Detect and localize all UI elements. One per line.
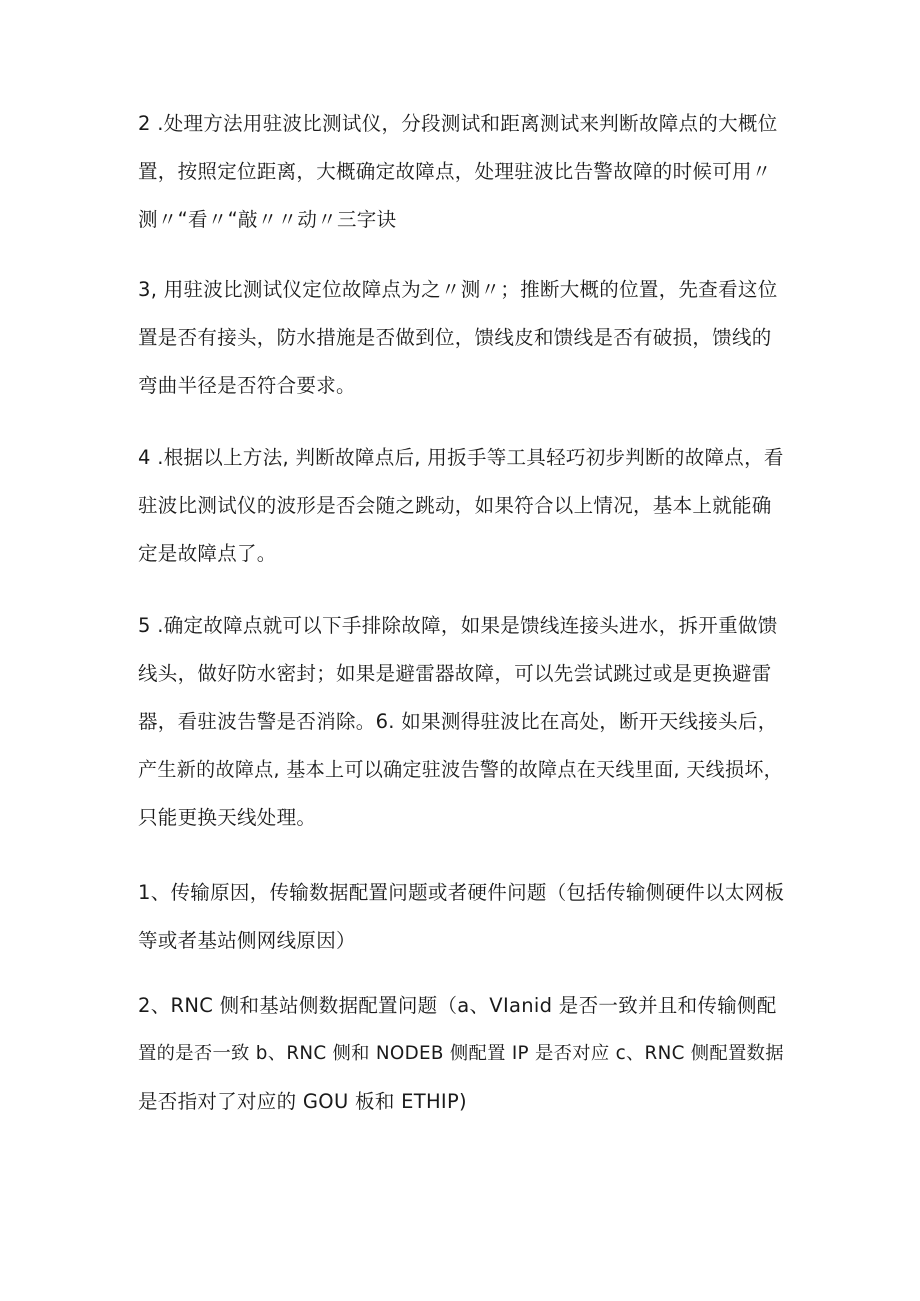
text-line: 定是故障点了。 [138, 542, 277, 565]
text-line: 线头，做好防水密封；如果是避雷器故障，可以先尝试跳过或是更换避雷 [138, 662, 772, 685]
paragraph-judge [138, 434, 790, 578]
text-line: 驻波比测试仪的波形是否会随之跳动，如果符合以上情况，基本上就能确 [138, 494, 772, 517]
text-line: 器，看驻波告警是否消除。6. 如果测得驻波比在高处，断开天线接头后， [138, 710, 778, 733]
text-line: 1、传输原因，传输数据配置问题或者硬件问题（包括传输侧硬件以太网板 [138, 881, 785, 904]
text-line: 置，按照定位距离，大概确定故障点，处理驻波比告警故障的时候可用〃 [138, 160, 772, 183]
paragraph-method [138, 100, 790, 244]
text-line: 置是否有接头，防水措施是否做到位，馈线皮和馈线是否有破损，馈线的 [138, 326, 772, 349]
text-line: 弯曲半径是否符合要求。 [138, 374, 356, 397]
paragraph-rnc-config [138, 982, 790, 1126]
text-line: 4 .根据以上方法, 判断故障点后, 用扳手等工具轻巧初步判断的故障点，看 [138, 446, 784, 469]
paragraph-transmission-cause [138, 869, 790, 965]
text-line: 是否指对了对应的 GOU 板和 ETHIP) [138, 1090, 467, 1113]
paragraph-measure [138, 266, 790, 410]
paragraph-fix [138, 602, 790, 842]
text-line: 3, 用驻波比测试仪定位故障点为之〃测〃；推断大概的位置，先查看这位 [138, 278, 778, 301]
text-line: 测〃“看〃“敲〃〃动〃三字诀 [138, 208, 397, 231]
text-line: 只能更换天线处理。 [138, 806, 317, 829]
text-line: 2 .处理方法用驻波比测试仪，分段测试和距离测试来判断故障点的大概位 [138, 112, 778, 135]
text-line: 置的是否一致 b、RNC 侧和 NODEB 侧配置 IP 是否对应 c、RNC 侧配置数据 [138, 1043, 784, 1064]
text-line: 2、RNC 侧和基站侧数据配置问题（a、VIanid 是否一致并且和传输侧配 [138, 994, 777, 1017]
text-line: 5 .确定故障点就可以下手排除故障，如果是馈线连接头进水，拆开重做馈 [138, 614, 778, 637]
text-line: 产生新的故障点, 基本上可以确定驻波告警的故障点在天线里面, 天线损坏， [138, 759, 784, 781]
text-line: 等或者基站侧网线原因） [138, 929, 356, 952]
